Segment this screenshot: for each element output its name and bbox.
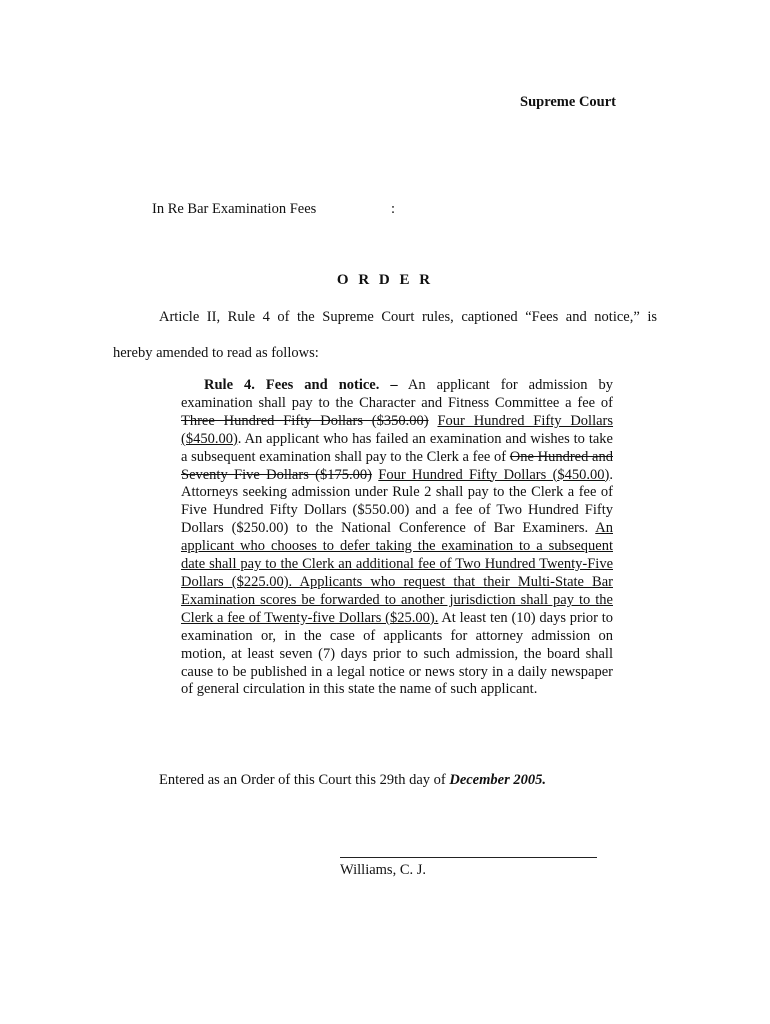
entered-text: Entered as an Order of this Court this 29th day of [159,772,450,788]
rule-text-part-3: . Attorneys seeking admission under Rule 2 shall pay to the Clerk a fee of Five Hundred Fifty Dollars ($550.00) and a fee of Two Hundred Fifty Dollars ($250.00) to the National Conference of Bar Examiners. [181,466,614,537]
court-header: Supreme Court [520,94,616,110]
rule-text-part-2: . An applicant who has failed an examination and wishes to take a subsequent examination shall pay to the Clerk a fee of [181,430,613,465]
order-title: O R D E R [336,272,434,288]
rule-text-block [181,377,613,699]
caption-separator: : [391,201,396,217]
case-caption: In Re Bar Examination Fees [152,201,317,217]
intro-line-2: hereby amended to read as follows: [113,345,319,361]
intro-line-1: Article II, Rule 4 of the Supreme Court rules, captioned “Fees and notice,” is [159,309,657,325]
entered-date: December 2005. [449,772,546,788]
inserted-provision: An applicant who chooses to defer taking the examination to a subsequent date shall pay to the Clerk an additional fee of Two Hundred Twenty-Five Dollars ($225.00). Applicants who request that their Multi-State Bar Examination scores be forwarded to another jurisdiction shall pay to the Clerk a fee of Twenty-five Dollars ($25.00). [181,520,613,626]
rule-text-part-1: An applicant for admission by examination shall pay to the Character and Fitness Committee a fee of [181,377,614,411]
rule-text-part-4: At least ten (10) days prior to examination or, in the case of applicants for attorney admission on motion, at least seven (7) days prior to such admission, the board shall cause to be published in a legal notice or news story in a daily newspaper of general circulation in this state the name of such applicant. [181,609,613,698]
deleted-fee-1: Three Hundred Fifty Dollars ($350.00) [181,412,429,429]
signature-line [340,857,597,858]
inserted-fee-2: Four Hundred Fifty Dollars ($450.00) [378,466,610,483]
inserted-fee-1: Four Hundred Fifty Dollars ($450.00) [181,412,614,447]
deleted-fee-2: One Hundred and Seventy Five Dollars ($175.00) [181,448,613,483]
rule-heading: Rule 4. Fees and notice. – [204,377,398,393]
entered-line [159,772,546,789]
signer-name: Williams, C. J. [340,862,427,878]
